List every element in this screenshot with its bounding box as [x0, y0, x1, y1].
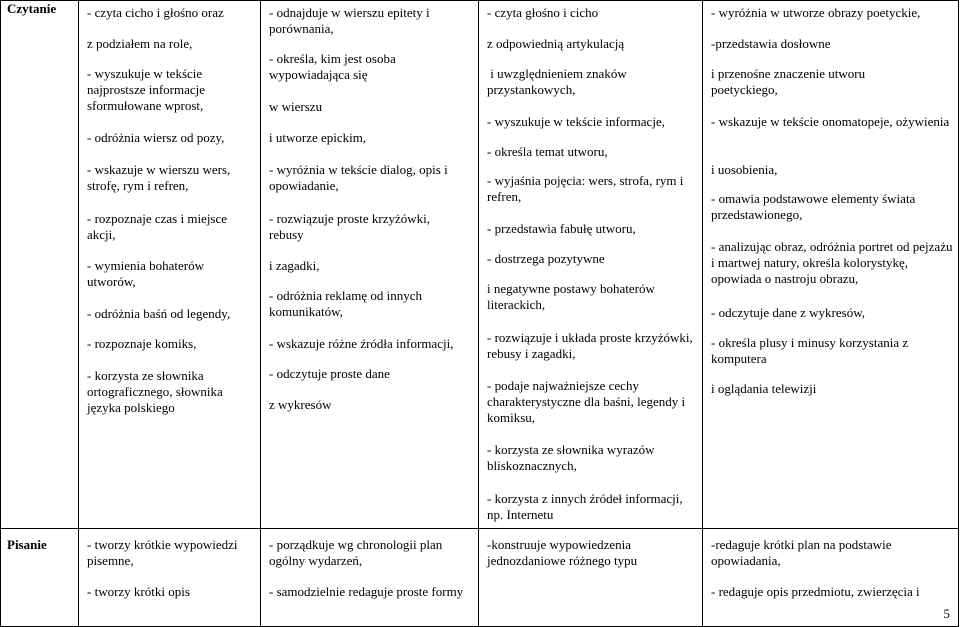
text-line: - określa temat utworu, — [487, 144, 608, 159]
czytanie-col1-cell — [79, 1, 261, 529]
czytanie-col2-cell — [261, 1, 479, 529]
text-line: - analizując obraz, odróżnia portret od pejzażu i martwej natury, określa kolorystykę, opowiada o nastroju obrazu, — [711, 239, 953, 286]
text-line: - określa, kim jest osoba wypowiadająca się — [269, 51, 396, 82]
text-line: - rozwiązuje i układa proste krzyżówki, rebusy i zagadki, — [487, 330, 693, 361]
text-line: - odczytuje dane z wykresów, — [711, 305, 866, 320]
czytanie-col4-cell — [703, 1, 959, 529]
text-line: - wyszukuje w tekście najprostsze informacje sformułowane wprost, — [87, 66, 206, 113]
row-heading-czytanie: Czytanie — [1, 1, 79, 529]
text-line: i przenośne znaczenie utworu poetyckiego, — [711, 66, 866, 97]
text-line: - samodzielnie redaguje proste formy — [269, 584, 464, 599]
table-row-pisanie — [1, 529, 959, 627]
text-line: i uwzględnieniem znaków przystankowych, — [487, 66, 630, 97]
text-line: - wskazuje różne źródła informacji, — [269, 336, 454, 351]
row-heading-pisanie: Pisanie — [1, 529, 79, 627]
text-line: - czyta głośno i cicho — [487, 5, 599, 20]
pisanie-col2-cell — [261, 529, 479, 627]
text-line: - wyszukuje w tekście informacje, — [487, 114, 665, 129]
text-line: - wymienia bohaterów utworów, — [87, 258, 204, 289]
text-line: - redaguje opis przedmiotu, zwierzęcia i — [711, 584, 920, 599]
text-line: - korzysta z innych źródeł informacji, np. Internetu — [487, 491, 683, 522]
text-line: -przedstawia dosłowne — [711, 36, 831, 51]
text-line: - odróżnia baśń od legendy, — [87, 306, 231, 321]
text-line: z wykresów — [269, 397, 332, 412]
text-line: - określa plusy i minusy korzystania z komputera — [711, 335, 909, 366]
text-line: z odpowiednią artykulacją — [487, 36, 625, 51]
table-row-czytanie — [1, 1, 959, 529]
text-line: - odróżnia reklamę od innych komunikatów, — [269, 288, 423, 319]
text-line: - wyjaśnia pojęcia: wers, strofa, rym i refren, — [487, 173, 684, 204]
text-line: - odróżnia wiersz od pozy, — [87, 130, 225, 145]
text-line: -redaguje krótki plan na podstawie opowiadania, — [711, 537, 892, 568]
page-number: 5 — [943, 606, 950, 621]
text-line: - czyta cicho i głośno oraz — [87, 5, 224, 20]
text-line: - rozpoznaje komiks, — [87, 336, 197, 351]
text-line: - korzysta ze słownika ortograficznego, słownika języka polskiego — [87, 368, 223, 415]
text-line: - tworzy krótki opis — [87, 584, 190, 599]
text-line: i utworze epickim, — [269, 130, 367, 145]
text-line: - porządkuje wg chronologii plan ogólny wydarzeń, — [269, 537, 443, 568]
text-line: i uosobienia, — [711, 162, 778, 177]
text-line: - korzysta ze słownika wyrazów bliskoznacznych, — [487, 442, 655, 473]
text-line: - rozwiązuje proste krzyżówki, rebusy — [269, 211, 430, 242]
text-line: i negatywne postawy bohaterów literackich, — [487, 281, 655, 312]
pisanie-col4-cell — [703, 529, 959, 627]
text-line: i oglądania telewizji — [711, 381, 817, 396]
text-line: - dostrzega pozytywne — [487, 251, 605, 266]
text-line: - wyróżnia w tekście dialog, opis i opowiadanie, — [269, 162, 448, 193]
text-line: - wyróżnia w utworze obrazy poetyckie, — [711, 5, 921, 20]
text-line: - tworzy krótkie wypowiedzi pisemne, — [87, 537, 238, 568]
text-line: - wskazuje w tekście onomatopeje, ożywienia — [711, 114, 950, 129]
text-line: -konstruuje wypowiedzenia jednozdaniowe różnego typu — [487, 537, 638, 568]
text-line: - podaje najważniejsze cechy charakterystyczne dla baśni, legendy i komiksu, — [487, 378, 686, 425]
text-line: - przedstawia fabułę utworu, — [487, 221, 636, 236]
text-line: - wskazuje w wierszu wers, strofę, rym i refren, — [87, 162, 231, 193]
text-line: z podziałem na role, — [87, 36, 193, 51]
text-line: - odczytuje proste dane — [269, 366, 390, 381]
czytanie-col3-cell — [479, 1, 703, 529]
text-line: - odnajduje w wierszu epitety i porównania, — [269, 5, 430, 36]
text-line: i zagadki, — [269, 258, 320, 273]
pisanie-col1-cell — [79, 529, 261, 627]
text-line: - rozpoznaje czas i miejsce akcji, — [87, 211, 228, 242]
text-line: - omawia podstawowe elementy świata przedstawionego, — [711, 191, 916, 222]
pisanie-col3-cell — [479, 529, 703, 627]
text-line: w wierszu — [269, 99, 323, 114]
